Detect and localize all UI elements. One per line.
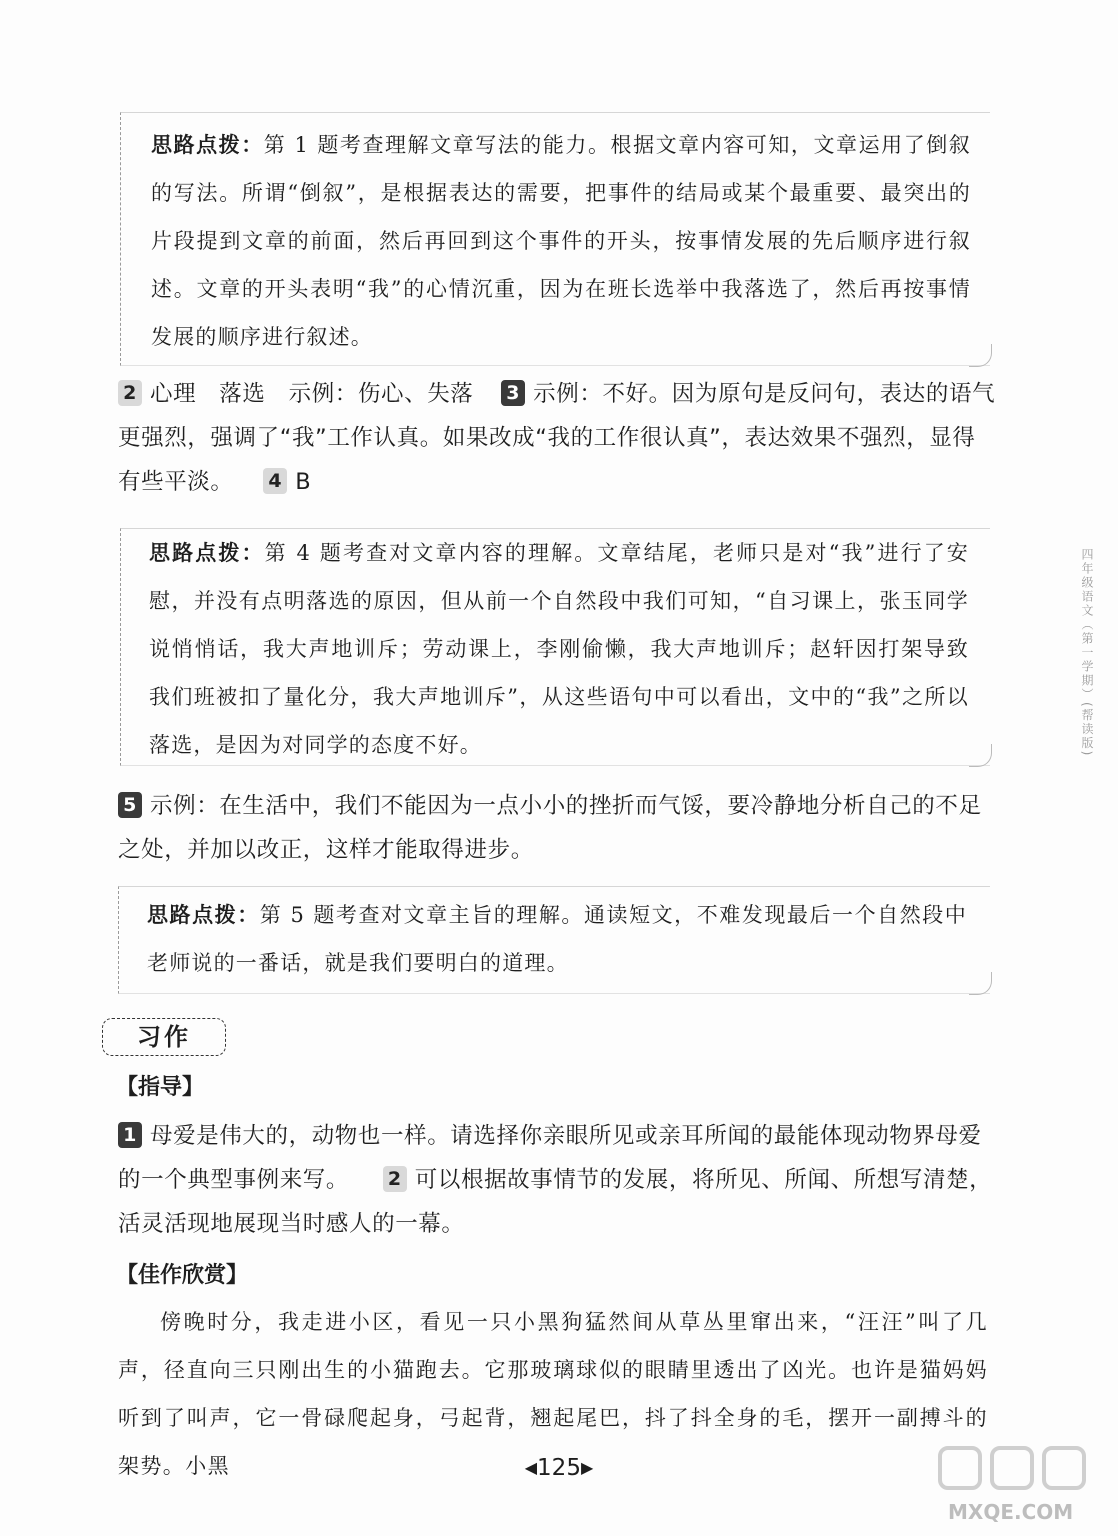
essay-text: 傍晚时分，我走进小区，看见一只小黑狗猛然间从草丛里窜出来，“汪汪”叫了几声，径直向三只刚出生的小猫跑去。它那玻璃球似的眼睛里透出了凶光。也许是猫妈妈听到了叫声，它一骨碌爬起身，弓起背，翘起尾巴，抖了抖全身的毛，摆开一副搏斗的架势。小黑 [118,1310,988,1478]
question-number-badge: 4 [263,468,287,494]
corner-decoration [969,972,992,995]
question-number-badge: 5 [118,792,142,818]
side-note: 四年级语文（第一学期）(帮读版) [1080,548,1094,758]
answer-5: 示例：在生活中，我们不能因为一点小小的挫折而气馁，要冷静地分析自己的不足之处，并加以改正，这样才能取得进步。 [118,793,982,863]
page-number-text: 125 [537,1455,581,1481]
left-arrow-icon: ◀ [524,1458,538,1477]
hint-text: 第 5 题考查对文章主旨的理解。通读短文，不难发现最后一个自然段中老师说的一番话，就是我们要明白的道理。 [147,903,967,975]
guide-1: 母爱是伟大的，动物也一样。请选择你亲眼所见或亲耳所闻的最能体现动物界母爱的一个典型事例来写。 [118,1123,982,1193]
hint-label: 思路点拨： [149,540,265,565]
hint-box [120,112,990,366]
watermark-text: MXQE.COM [948,1500,1074,1524]
right-arrow-icon: ▶ [580,1458,594,1477]
hint-text: 第 1 题考查理解文章写法的能力。根据文章内容可知，文章运用了倒叙的写法。所谓“倒叙”，是根据表达的需要，把事件的结局或某个最重要、最突出的片段提到文章的前面，然后再回到这个事件的开头，按事情发展的先后顺序进行叙述。文章的开头表明“我”的心情沉重，因为在班长选举中我落选了，然后再按事情发展的顺序进行叙述。 [151,133,971,349]
guide-2: 可以根据故事情节的发展，将所见、所闻、所想写清楚，活灵活现地展现当时感人的一幕。 [118,1167,993,1237]
question-number-badge: 2 [118,380,142,406]
essay-heading: 【佳作欣赏】 [116,1263,249,1288]
hint-box [118,886,990,994]
answer-4: B [295,469,312,495]
guide-heading: 【指导】 [116,1075,205,1100]
question-number-badge: 2 [383,1166,407,1192]
hint-box [120,528,990,766]
corner-decoration [969,344,992,367]
hint-paragraph [149,529,969,769]
hint-label: 思路点拨： [151,132,264,157]
hint-paragraph [147,891,967,987]
answer-block [118,372,998,504]
guide-block [118,1114,998,1246]
answer-block [118,784,998,872]
answer-2: 心理 落选 示例：伤心、失落 [150,381,474,407]
section-title: 习作 [102,1018,226,1056]
answer-3: 示例：不好。因为原句是反问句，表达的语气更强烈，强调了“我”工作认真。如果改成“我的工作很认真”，表达效果不强烈，显得有些平淡。 [118,381,996,495]
question-number-badge: 1 [118,1122,142,1148]
hint-text: 第 4 题考查对文章内容的理解。文章结尾，老师只是对“我”进行了安慰，并没有点明落选的原因，但从前一个自然段中我们可知，“自习课上，张玉同学说悄悄话，我大声地训斥；劳动课上，李刚偷懒，我大声地训斥；赵轩因打架导致我们班被扣了量化分，我大声地训斥”，从这些语句中可以看出，文中的“我”之所以落选，是因为对同学的态度不好。 [149,541,970,757]
hint-paragraph [151,121,971,361]
question-number-badge: 3 [501,380,525,406]
corner-decoration [969,744,992,767]
hint-label: 思路点拨： [147,902,260,927]
